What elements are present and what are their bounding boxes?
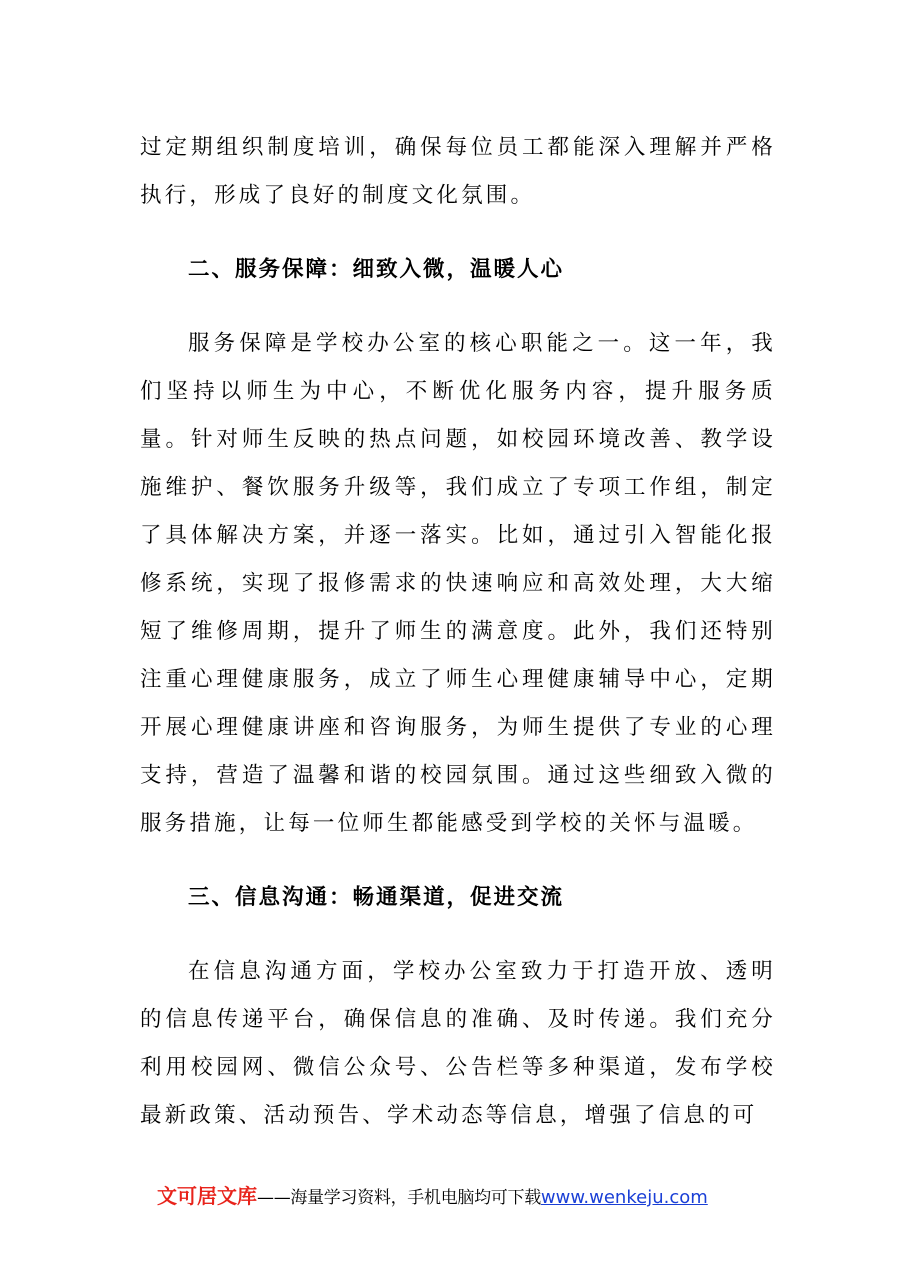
section-heading-info: 三、信息沟通：畅通渠道，促进交流 bbox=[188, 885, 565, 910]
paragraph-service: 服务保障是学校办公室的核心职能之一。这一年，我们坚持以师生为中心，不断优化服务内容，提升服务质量。针对师生反映的热点问题，如校园环境改善、教学设施维护、餐饮服务升级等，我们成立了专项工作组，制定了具体解决方案，并逐一落实。比如，通过引入智能化报修系统，实现了报修需求的快速响应和高效处理，大大缩短了维修周期，提升了师生的满意度。此外，我们还特别注重心理健康服务，成立了师生心理健康辅导中心，定期开展心理健康讲座和咨询服务，为师生提供了专业的心理支持，营造了温馨和谐的校园氛围。通过这些细致入微的服务措施，让每一位师生都能感受到学校的关怀与温暖。 bbox=[140, 331, 776, 836]
footer-brand: 文可居文库 bbox=[157, 1184, 257, 1208]
paragraph-continued: 过定期组织制度培训，确保每位员工都能深入理解并严格执行，形成了良好的制度文化氛围。 bbox=[140, 135, 776, 208]
paragraph-info: 在信息沟通方面，学校办公室致力于打造开放、透明的信息传递平台，确保信息的准确、及时传递。我们充分利用校园网、微信公众号、公告栏等多种渠道，发布学校最新政策、活动预告、学术动态等信息，增强了信息的可 bbox=[140, 959, 776, 1128]
footer-tagline: ——海量学习资料，手机电脑均可下载 bbox=[257, 1188, 541, 1208]
section-heading-service: 二、服务保障：细致入微，温暖人心 bbox=[188, 257, 565, 282]
document-body bbox=[140, 124, 776, 1140]
footer-link[interactable]: www.wenkeju.com bbox=[540, 1187, 708, 1208]
footer-banner bbox=[157, 1183, 797, 1211]
